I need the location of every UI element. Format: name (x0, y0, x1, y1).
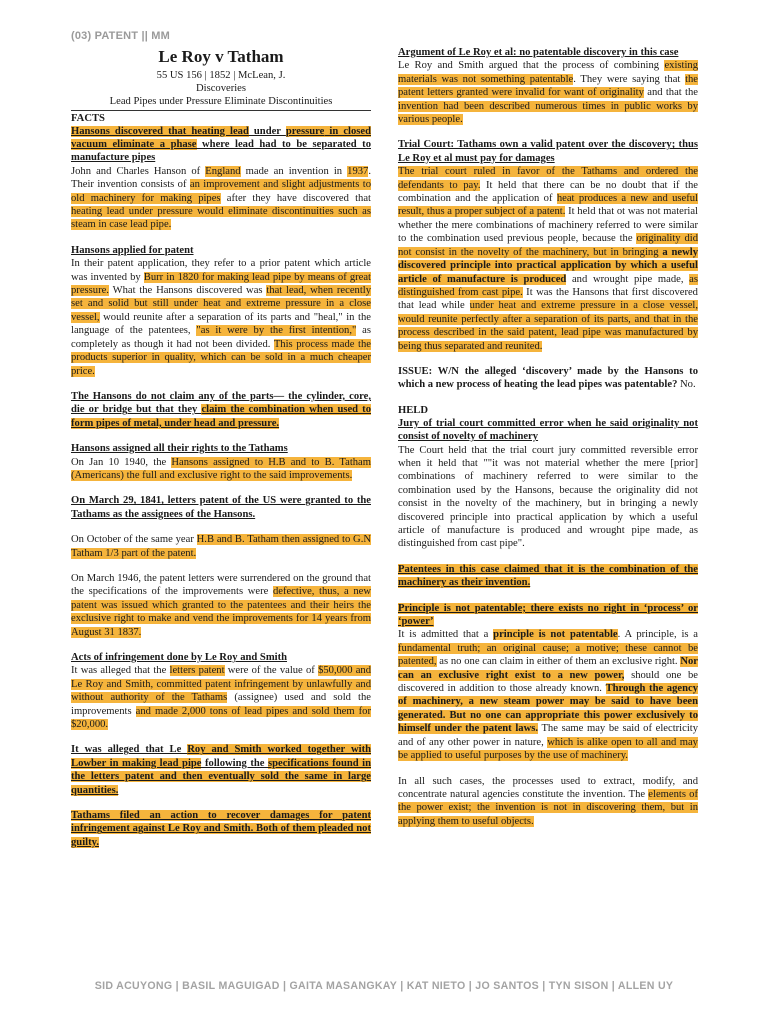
principle-paragraph (398, 628, 698, 762)
case-title: Le Roy v Tatham (158, 47, 284, 66)
fact-paragraph-application (71, 257, 371, 378)
highlight: The trial court ruled in favor of the Tathams and ordered the defendants to pay. (398, 166, 698, 191)
fact-paragraph-infringement (71, 664, 371, 731)
text-run: made an invention in (240, 165, 348, 177)
case-topic: Discoveries (195, 83, 246, 95)
text-run: It was alleged that Le (71, 744, 188, 756)
left-column (71, 47, 371, 849)
text-run: It is admitted that a (398, 629, 494, 641)
spacer (398, 763, 698, 775)
footer-authors: SID ACUYONG | BASIL MAGUIGAD | GAITA MASANGKAY | KAT NIETO | JO SANTOS | TYN SISON | ALLEN UY (94, 980, 674, 992)
text-run: . A principle, is a (617, 629, 698, 641)
spacer (71, 378, 371, 390)
title-divider (71, 110, 371, 111)
text-run: as no one can claim in either of them an exclusive right. (436, 656, 681, 668)
highlight-bold: Through the agency of machinery, a new steam power may be said to have been generated. But no one can appropriate this power exclusively to himself under the patent laws. (398, 683, 698, 735)
spacer (71, 797, 371, 809)
text-run: It held that ot was not material whether the mere combinations of machinery referred to were similar to the combination used previous people, because the (398, 206, 698, 245)
text-run: The Hansons do not claim any of the parts— the cylinder, core, die or bridge but that they (71, 390, 371, 416)
spacer (398, 126, 698, 138)
spacer (398, 551, 698, 563)
text-run: On Jan 10 1940, the (71, 456, 172, 468)
highlight: defective, thus, a new patent was issued which granted to the patentees and their heirs the exclusive right to make and vend the improvements for 14 years from August 31 1837. (71, 586, 371, 638)
course-header: (03) PATENT || MM (71, 30, 170, 42)
fact-heading-discovery (71, 125, 371, 165)
fact-paragraph-october (71, 533, 371, 560)
text-run: were of the value of (224, 665, 319, 677)
case-doctrine: Lead Pipes under Pressure Eliminate Discontinuities (109, 96, 333, 108)
text-run: On March 1946, the patent letters were surrendered on the ground that the specifications of the improvements were (71, 572, 371, 598)
highlight: Principle is not patentable; there exists no right in ‘process’ or ‘power’ (398, 602, 698, 628)
highlight: an improvement and slight adjustments to old machinery for making pipes (71, 179, 371, 204)
fact-paragraph-assignment (71, 456, 371, 483)
held-label: HELD (398, 404, 429, 416)
spacer (71, 731, 371, 743)
spacer (71, 639, 371, 651)
highlight: letters patent (169, 665, 225, 677)
fact-heading-application: Hansons applied for patent (71, 244, 194, 256)
highlight: heating lead under pressure would eliminate discontinuities such as steam in case lead pipe. (71, 206, 371, 231)
text-run: . Their invention consists of (71, 165, 371, 191)
text-run: It was the Hansons that first discovered that lead while (398, 286, 698, 312)
highlight: heat produces a new and useful result, thus a proper subject of a patent. (398, 193, 698, 218)
fact-paragraph-invention (71, 165, 371, 232)
text-run: What the Hansons discovered was (108, 285, 267, 297)
highlight: that lead, when recently set and solid but still under heat and extreme pressure in a close vessel, (71, 285, 372, 323)
text-run: and wrought pipe made, (566, 273, 690, 285)
principle-heading (398, 602, 698, 629)
highlight-bold: principle is not patentable (493, 629, 618, 641)
highlight: which is alike open to all and may be applied to useful purposes by the use of machinery. (398, 736, 698, 762)
right-column (398, 46, 698, 828)
highlight: This process made the products superior in quality, which can be sold in a much cheaper price. (71, 338, 371, 377)
text-run: On October of the same year (71, 534, 197, 546)
highlight: Hansons discovered that heating lead (71, 125, 249, 137)
highlight: Burr in 1820 for making lead pipe by means of great pressure. (71, 271, 371, 297)
spacer (398, 353, 698, 365)
fact-heading-letters-patent: On March 29, 1841, letters patent of the US were granted to the Tathams as the assignees of the Hansons. (71, 495, 371, 520)
highlight: claim the combination when used to form pipes of metal, under head and pressure. (71, 404, 371, 429)
text-run: after they have discovered that (220, 192, 371, 204)
issue-answer: No. (677, 379, 696, 391)
argument-paragraph (398, 59, 698, 126)
highlight: invention had been described numerous times in public works by various people. (398, 100, 698, 126)
highlight: under heat and extreme pressure in a close vessel, would reunite perfectly after a separation of its parts, and that in the process described in the said patent, lead pipe was manufactured by being thus separated and reunited. (398, 300, 698, 352)
spacer (398, 392, 698, 404)
trial-court-heading: Trial Court: Tathams own a valid patent over the discovery; thus Le Roy et al must pay for damages (398, 139, 698, 164)
fact-paragraph-surrender (71, 572, 371, 639)
highlight: "as it were by the first intention," (196, 325, 357, 337)
case-citation: 55 US 156 | 1852 | McLean, J. (156, 70, 286, 81)
held-heading: Jury of trial court committed error when he said originality not consist of novelty of machinery (398, 417, 698, 443)
highlight: H.B and B. Tatham then assigned to G.N Tatham 1/3 part of the patent. (71, 534, 371, 559)
highlight: Roy and Smith worked together with Lowber in making lead pipe (71, 744, 371, 769)
highlight: fundamental truth; an original cause; a motive; these cannot be patented, (398, 642, 698, 668)
spacer (71, 430, 371, 442)
fact-heading-assignment: Hansons assigned all their rights to the Tathams (71, 443, 288, 455)
highlight: the patent letters granted were invalid for want of originality (398, 73, 699, 99)
highlight: existing materials was not something patentable (398, 60, 698, 85)
text-run: where lead had to be separated to manufacture pipes (71, 139, 371, 164)
text-run: The same may be said of electricity and of any other power in nature, (398, 723, 698, 748)
text-run: would reunite after a separation of its parts and "heal," in the language of the patentees, (71, 311, 371, 337)
trial-court-paragraph (398, 165, 698, 353)
text-run: (assignee) used and sold the improvements (71, 692, 371, 717)
highlight: elements of the power exist; the invention is not in discovering them, but in applying them to useful objects. (398, 788, 698, 827)
text-run: In their patent application, they refer to a prior patent which article was invented by (71, 258, 371, 283)
spacer (71, 232, 371, 244)
highlight-bold: a newly discovered principle into practical application by which a useful article of manufacture is produced (398, 246, 698, 285)
highlight: Patentees in this case claimed that it is the combination of the machinery as their invention. (398, 563, 698, 589)
held-paragraph: The Court held that the trial court jury committed reversible error when it held that ""it was not material whether the mere [prior] combinations of machinery referred to were similar to the combination used by the Hansons, because the originality did not consist in the novelty of the machinery, but in bringing a newly discovered principle into practical application by which a useful article of manufacture is produced and wrought pipe made, as distinguished from cast pipe". (398, 444, 698, 550)
text-run: John and Charles Hanson of (71, 165, 206, 177)
fact-action-filed (71, 809, 371, 849)
text-run: following the (201, 757, 268, 769)
text-run: should one be discovered in addition to those already known. (398, 669, 698, 695)
highlight: Hansons assigned to H.B and to B. Tatham (Americans) the full and exclusive right to the said improvements. (71, 456, 371, 481)
text-run: It was alleged that the (71, 665, 170, 677)
argument-heading: Argument of Le Roy et al: no patentable discovery in this case (398, 47, 679, 58)
highlight: originality did not consist in the novelty of the machinery, but in bringing (398, 233, 698, 258)
highlight: 1937 (347, 165, 369, 177)
highlight: and made 2,000 tons of lead pipes and sold them for $20,000. (71, 705, 371, 731)
facts-label: FACTS (71, 112, 105, 124)
highlight: as distinguished from cast pipe. (398, 273, 698, 298)
processes-paragraph (398, 775, 698, 829)
highlight: $50,000 and Le Roy and Smith, committed patent infringement by unlawfully and without authority of the Tathams (71, 665, 372, 704)
fact-lowber (71, 743, 371, 797)
text-run: Le Roy and Smith argued that the process of combining (398, 60, 665, 72)
issue-paragraph (398, 365, 698, 392)
spacer (71, 560, 371, 572)
spacer (71, 521, 371, 533)
fact-claim-combination (71, 390, 371, 430)
text-run: under (248, 125, 286, 137)
text-run: and that the (643, 87, 698, 99)
highlight: England (205, 165, 241, 177)
text-run: . They were saying that (573, 73, 686, 85)
spacer (71, 482, 371, 494)
text-run: It held that there can be no doubt that if the combination and the application of (398, 179, 698, 205)
highlight: pressure (285, 125, 325, 137)
highlight-bold: Nor can an exclusive right exist to a new power, (398, 656, 698, 681)
spacer (398, 590, 698, 602)
text-run: as completely as though it had not been divided. (71, 325, 371, 350)
text-run: In all such cases, the processes used to extract, modify, and concentrate natural agencies constitute the invention. The (398, 775, 698, 800)
issue-question: ISSUE: W/N the alleged ‘discovery’ made by the Hansons to which a new process of heating the lead pipes was patentable? (398, 365, 698, 391)
fact-heading-infringement: Acts of infringement done by Le Roy and Smith (71, 652, 288, 664)
patentees-claim (398, 563, 698, 590)
highlight: Tathams filed an action to recover damages for patent infringement against Le Roy and Smith. Both of them pleaded not guilty. (71, 810, 371, 848)
highlight: specifications found in the letters patent and then eventually sold the same in large quantities. (71, 757, 371, 796)
highlight: in closed vacuum eliminate a phase (71, 125, 371, 151)
